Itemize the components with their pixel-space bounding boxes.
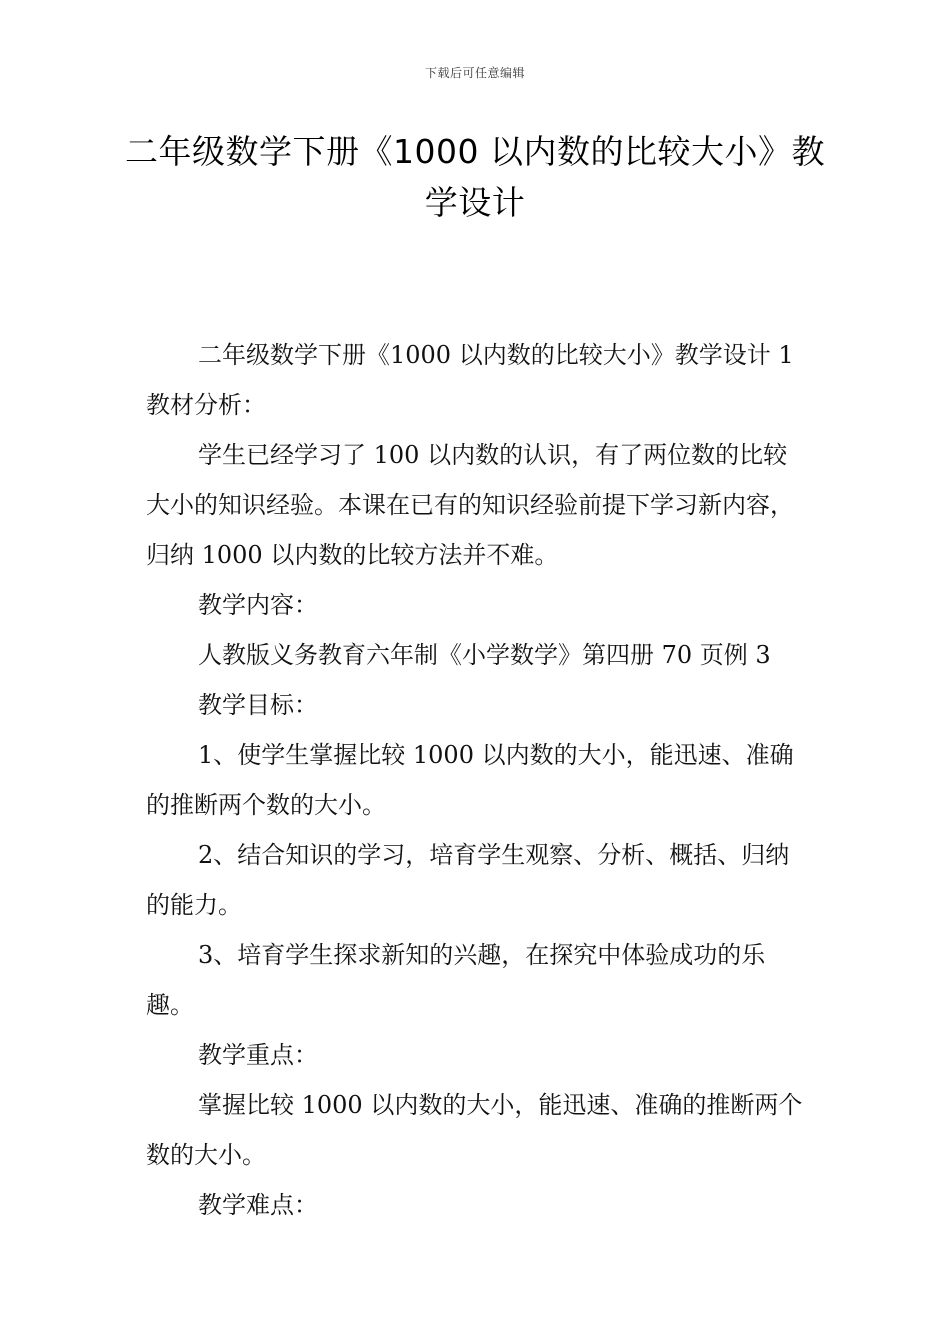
objective-3: 3、培育学生探求新知的兴趣，在探究中体验成功的乐趣。 bbox=[146, 941, 766, 1019]
document-title: 二年级数学下册《1000 以内数的比较大小》教学设计 bbox=[125, 132, 825, 222]
objective-2: 2、结合知识的学习，培育学生观察、分析、概括、归纳的能力。 bbox=[146, 841, 790, 919]
paragraph-analysis: 学生已经学习了 100 以内数的认识，有了两位数的比较大小的知识经验。本课在已有的知识经验前提下学习新内容，归纳 1000 以内数的比较方法并不难。 bbox=[146, 441, 794, 569]
paragraph-content: 人教版义务教育六年制《小学数学》第四册 70 页例 3 bbox=[198, 641, 771, 669]
paragraph-key-point: 掌握比较 1000 以内数的大小，能迅速、准确的推断两个数的大小。 bbox=[146, 1091, 803, 1169]
document-body bbox=[146, 330, 806, 1230]
objective-1: 1、使学生掌握比较 1000 以内数的大小，能迅速、准确的推断两个数的大小。 bbox=[146, 741, 794, 819]
paragraph-intro: 二年级数学下册《1000 以内数的比较大小》教学设计 1 教材分析： bbox=[146, 341, 794, 419]
heading-difficulty: 教学难点： bbox=[198, 1191, 318, 1219]
page-header-note: 下载后可任意编辑 bbox=[424, 66, 525, 80]
heading-content: 教学内容： bbox=[198, 591, 318, 619]
heading-key-point: 教学重点： bbox=[198, 1041, 318, 1069]
heading-objectives: 教学目标： bbox=[198, 691, 318, 719]
